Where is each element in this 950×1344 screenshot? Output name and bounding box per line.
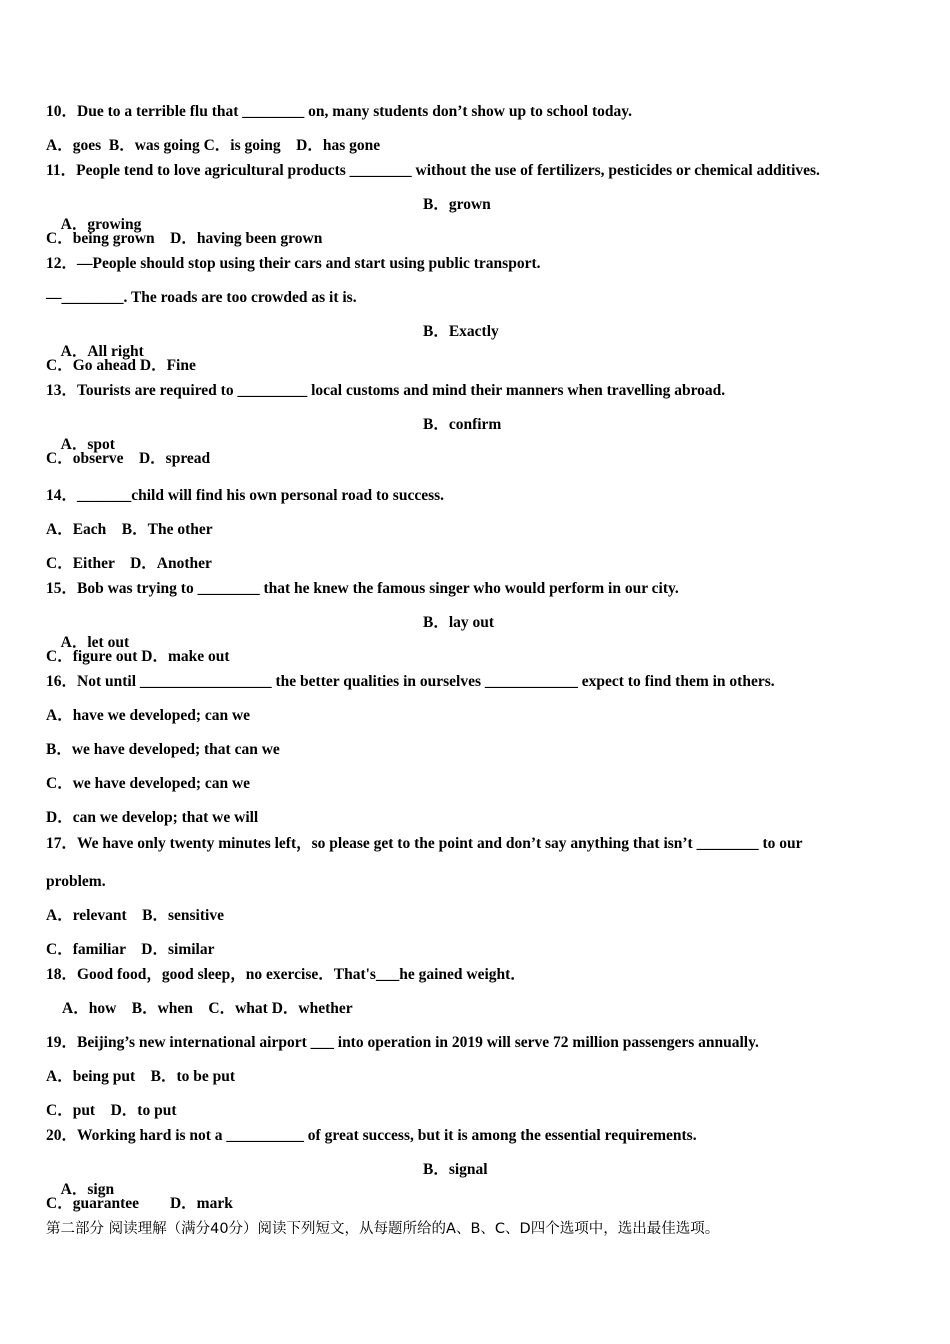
question-19-options-cd: C．put D．to put	[46, 1102, 177, 1119]
question-17-options-ab: A．relevant B．sensitive	[46, 907, 224, 924]
question-13-options-cd: C．observe D．spread	[46, 450, 211, 467]
question-13-option-b: B．confirm	[423, 416, 502, 433]
section-2-heading: 第二部分 阅读理解（满分40分）阅读下列短文，从每题所给的A、B、C、D四个选项中，选出最佳选项。	[46, 1221, 720, 1237]
question-20-option-a: A．sign	[60, 1181, 115, 1198]
question-11-options-cd: C．being grown D．having been grown	[46, 230, 323, 247]
question-18-stem: 18．Good food，good sleep，no exercise．That's___he gained weight．	[46, 966, 526, 983]
question-14-options-ab: A．Each B．The other	[46, 521, 213, 538]
question-17-stem-continued: problem.	[46, 873, 106, 890]
question-11-option-a: A．growing	[60, 216, 142, 233]
question-14-options-cd: C．Either D．Another	[46, 555, 212, 572]
question-11-stem: 11．People tend to love agricultural products ________ without the use of fertilizers, pesticides or chemical additives.	[46, 162, 820, 179]
question-12-options-cd: C．Go ahead D．Fine	[46, 357, 196, 374]
question-14-stem: 14．_______child will find his own personal road to success.	[46, 487, 445, 504]
question-16-option-b: B．we have developed; that can we	[46, 741, 280, 758]
question-15-stem: 15．Bob was trying to ________ that he knew the famous singer who would perform in our city.	[46, 580, 679, 597]
question-15-option-a: A．let out	[60, 634, 130, 651]
question-16-stem: 16．Not until _________________ the better qualities in ourselves ____________ expect to find them in others.	[46, 673, 775, 690]
question-15-option-b: B．lay out	[423, 614, 495, 631]
question-17-options-cd: C．familiar D．similar	[46, 941, 215, 958]
question-20-stem: 20．Working hard is not a __________ of great success, but it is among the essential requirements.	[46, 1127, 697, 1144]
question-12-reply: —________. The roads are too crowded as it is.	[46, 289, 357, 306]
question-19-stem: 19．Beijing’s new international airport ___ into operation in 2019 will serve 72 million passengers annually.	[46, 1034, 759, 1051]
question-15-options-cd: C．figure out D．make out	[46, 648, 230, 665]
question-18-options: A．how B．when C．what D．whether	[62, 1000, 353, 1017]
question-17-stem: 17．We have only twenty minutes left，so please get to the point and don’t say anything that isn’t ________ to our	[46, 835, 803, 852]
question-10-options: A．goes B．was going C．is going D．has gone	[46, 137, 381, 154]
question-16-option-a: A．have we developed; can we	[46, 707, 251, 724]
question-11-option-b: B．grown	[423, 196, 491, 213]
question-16-option-d: D．can we develop; that we will	[46, 809, 259, 826]
question-20-option-b: B．signal	[423, 1161, 488, 1178]
question-10-stem: 10．Due to a terrible flu that ________ on, many students don’t show up to school today.	[46, 103, 633, 120]
question-19-options-ab: A．being put B．to be put	[46, 1068, 236, 1085]
question-16-option-c: C．we have developed; can we	[46, 775, 251, 792]
question-12-option-b: B．Exactly	[423, 323, 499, 340]
question-12-option-a: A．All right	[60, 343, 144, 360]
question-13-stem: 13．Tourists are required to _________ local customs and mind their manners when travelling abroad.	[46, 382, 726, 399]
question-12-stem: 12．—People should stop using their cars and start using public transport.	[46, 255, 541, 272]
question-13-option-a: A．spot	[60, 436, 115, 453]
question-20-options-cd: C．guarantee D．mark	[46, 1195, 233, 1212]
